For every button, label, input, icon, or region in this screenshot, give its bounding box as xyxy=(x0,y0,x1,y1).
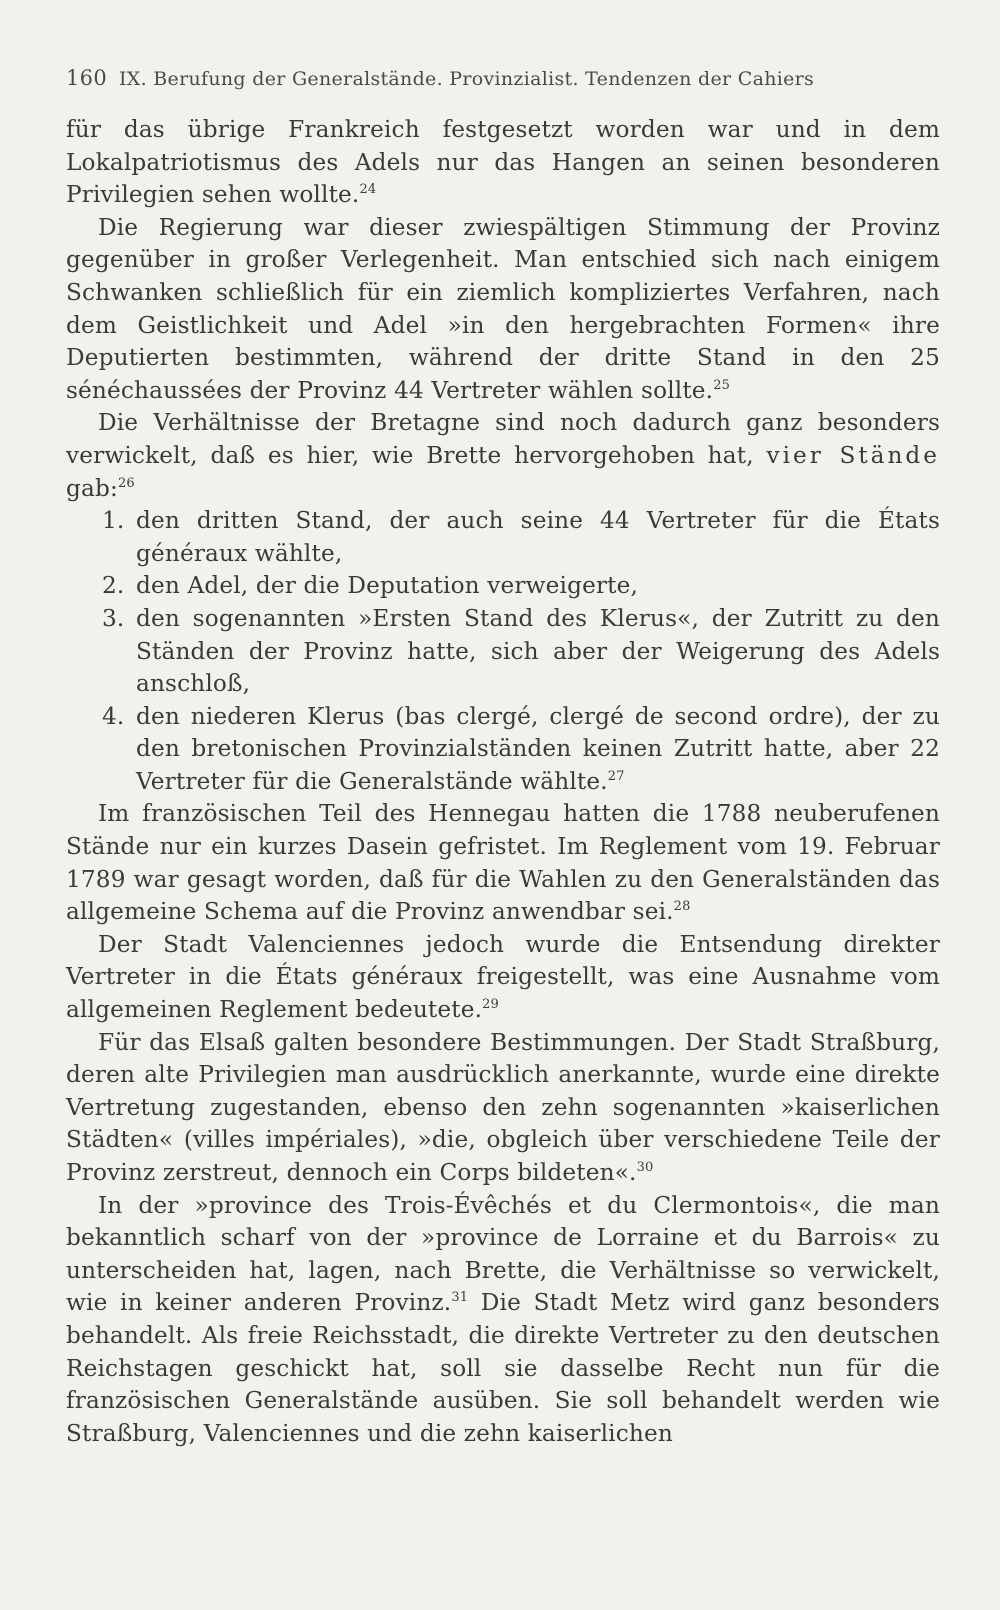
list-item: 4. den niederen Klerus (bas clergé, clergé de second ordre), der zu den bretonischen Provinzialständen keinen Zutritt hatte, aber 22 Vertreter für die Generalstände wählte.$^{27}$ xyxy=(102,702,940,795)
footnote-ref: 24 xyxy=(359,182,377,198)
running-header xyxy=(66,66,940,90)
paragraph-6: Für das Elsaß galten besondere Bestimmungen. Der Stadt Straßburg, deren alte Privilegien man ausdrücklich anerkannte, wurde eine direkte Vertretung zugestanden, ebenso den zehn sogenannten »kaiserlichen Städten« (villes impériales), »die, obgleich über verschiedene Teile der Provinz zerstreut, dennoch ein Corps bildeten«.$^{30}$ xyxy=(66,1028,940,1186)
page-number: 160 xyxy=(66,66,107,90)
paragraph-4: Im französischen Teil des Hennegau hatten die 1788 neuberufenen Stände nur ein kurzes Dasein gefristet. Im Reglement vom 19. Februar 1789 war gesagt worden, daß für die Wahlen zu den Generalständen das allgemeine Schema auf die Provinz anwendbar sei.$^{28}$ xyxy=(66,800,940,926)
footnote-ref: 29 xyxy=(482,997,499,1013)
footnote-ref: 31 xyxy=(451,1290,469,1306)
footnote-ref: 25 xyxy=(713,377,731,393)
footnote-ref: 28 xyxy=(673,899,691,915)
paragraph-3: Die Verhältnisse der Bretagne sind noch dadurch ganz besonders verwickelt, daß es hier, wie Brette hervorgehoben hat, vier Stände gab:$^{26}$ xyxy=(66,409,940,502)
paragraph-2: Die Regierung war dieser zwiespältigen Stimmung der Provinz gegenüber in großer Verlegenheit. Man entschied sich nach einigem Schwanken schließlich für ein ziemlich kompliziertes Verfahren, nach dem Geistlichkeit und Adel »in den hergebrachten Formen« ihre Deputierten bestimmten, während der dritte Stand in den 25 sénéchaussées der Provinz 44 Vertreter wählen sollte.$^{25}$ xyxy=(66,213,940,404)
footnote-ref: 27 xyxy=(607,768,625,784)
body-text xyxy=(66,114,940,1450)
list-item: 2. den Adel, der die Deputation verweigerte, xyxy=(102,572,639,600)
emphasis-spaced: vier Stände xyxy=(766,441,940,469)
footnote-ref: 26 xyxy=(117,475,135,491)
paragraph-5: Der Stadt Valenciennes jedoch wurde die Entsendung direkter Vertreter in die États généraux freigestellt, was eine Ausnahme vom allgemeinen Reglement bedeutete.$^{29}$ xyxy=(66,930,940,1024)
paragraph-7: In der »province des Trois-Évêchés et du Clermontois«, die man bekanntlich scharf von der »province de Lorraine et du Barrois« zu unterscheiden hat, lagen, nach Brette, die Verhältnisse so verwickelt, wie in keiner anderen Provinz.$^{31}$ Die Stadt Metz wird ganz besonders behandelt. Als freie Reichsstadt, die direkte Vertreter zu den deutschen Reichstagen geschickt hat, soll sie dasselbe Recht nun für die französischen Generalstände ausüben. Sie soll behandelt werden wie Straßburg, Valenciennes und die zehn kaiserlichen xyxy=(66,1191,940,1447)
paragraph-1: für das übrige Frankreich festgesetzt worden war und in dem Lokalpatriotismus des Adels nur das Hangen an seinen besonderen Privilegien sehen wollte.$^{24}$ xyxy=(66,116,940,209)
footnote-ref: 30 xyxy=(636,1160,654,1175)
running-title: IX. Berufung der Generalstände. Provinzialist. Tendenzen der Cahiers xyxy=(118,68,815,90)
estates-list xyxy=(66,505,940,798)
list-item: 3. den sogenannten »Ersten Stand des Klerus«, der Zutritt zu den Ständen der Provinz hatte, sich aber der Weigerung des Adels anschloß, xyxy=(102,604,940,698)
list-item: 1. den dritten Stand, der auch seine 44 Vertreter für die États généraux wählte, xyxy=(102,507,940,567)
